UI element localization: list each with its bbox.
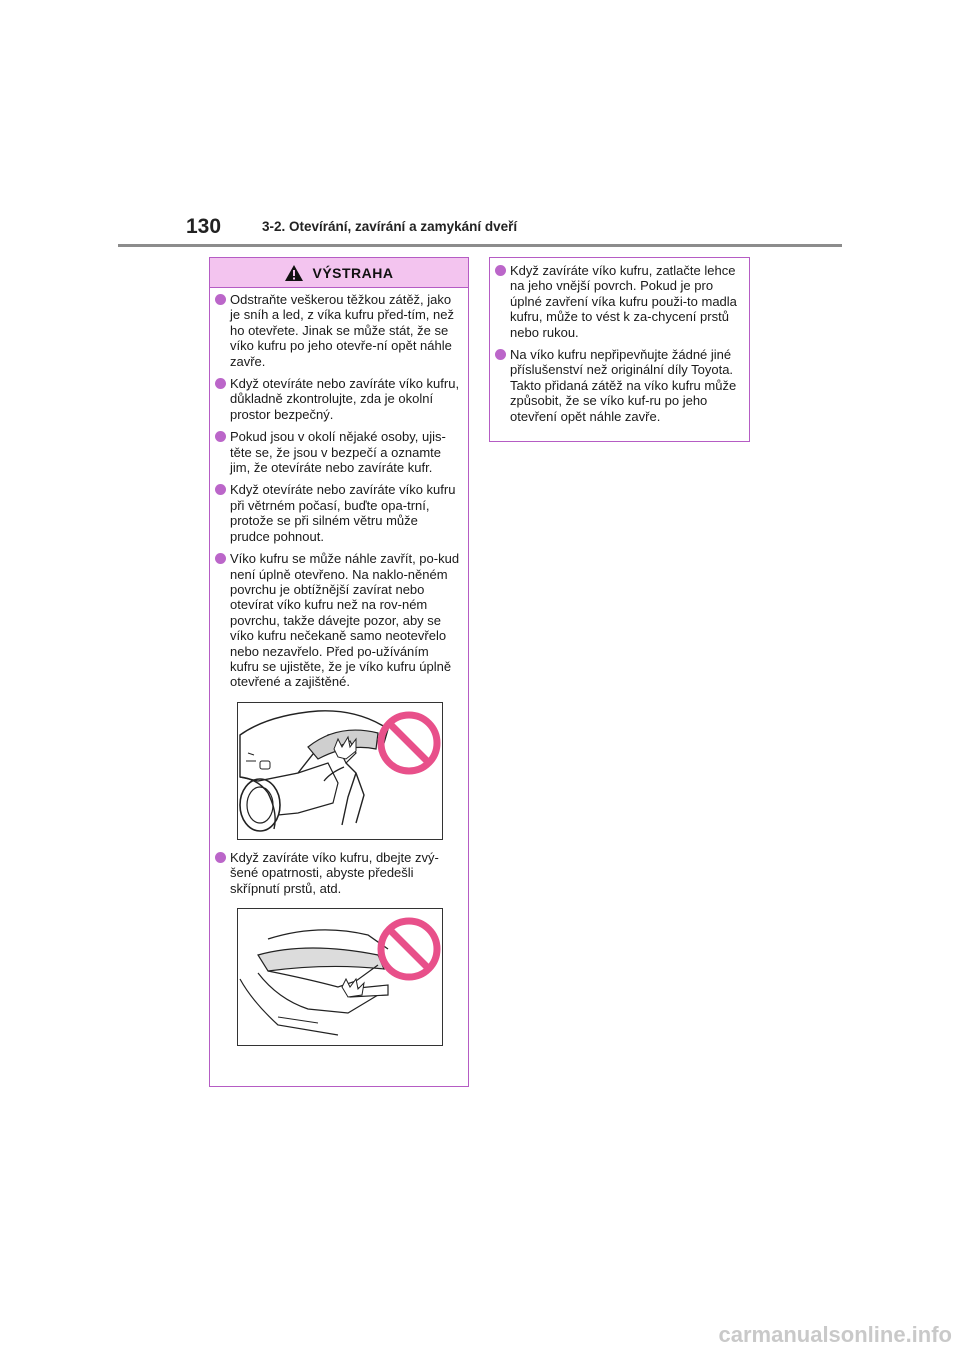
- page-number: 130: [186, 215, 222, 238]
- warning-box-right: [489, 257, 750, 442]
- warning-title: VÝSTRAHA: [312, 264, 394, 281]
- warning-item: Když zavíráte víko kufru, zatlačte lehce na jeho vnější povrch. Pokud je pro úplné zavření víka kufru použi-to madla kufru, může to vést k za-chycení prstů nebo rukou.: [493, 263, 741, 340]
- trunk-lid-pinching-illustration: [237, 908, 443, 1046]
- bullet-icon: [215, 852, 226, 863]
- warning-box-left: [209, 257, 469, 1087]
- warning-item: Pokud jsou v okolí nějaké osoby, ujis-těte se, že jsou v bezpečí a oznamte jim, že otevíráte nebo zavíráte kufr.: [213, 429, 460, 475]
- warning-item: Když otevíráte nebo zavíráte víko kufru, důkladně zkontrolujte, zda je okolní prostor bezpečný.: [213, 376, 460, 422]
- watermark: carmanualsonline.info: [718, 1322, 952, 1347]
- warning-item: Když otevíráte nebo zavíráte víko kufru při větrném počasí, buďte opa-trní, protože se při silném větru může prudce pohnout.: [213, 482, 460, 544]
- trunk-lid-falling-illustration: [237, 702, 443, 840]
- warning-item: Odstraňte veškerou těžkou zátěž, jako je sníh a led, z víka kufru před-tím, než ho otevřete. Jinak se může stát, že se víko kufru po jeho otevře-ní opět náhle zavře.: [213, 292, 460, 369]
- bullet-icon: [215, 294, 226, 305]
- warning-header: [210, 258, 468, 288]
- header-divider: [118, 244, 842, 247]
- warning-item: Víko kufru se může náhle zavřít, po-kud není úplně otevřeno. Na naklo-něném povrchu je obtížnější zavírat nebo otevírat víko kufru než na rov-ném povrchu, takže dávejte pozor, aby se víko kufru nečekaně samo neotevřelo nebo nezavřelo. Před po-užíváním kufru se ujistěte, že je víko kufru úplně otevřené a zajištěné.: [213, 551, 460, 690]
- prohibition-icon: [381, 715, 437, 771]
- bullet-icon: [215, 484, 226, 495]
- section-title: 3-2. Otevírání, zavírání a zamykání dveří: [262, 219, 518, 234]
- warning-triangle-icon: [284, 264, 304, 282]
- bullet-icon: [215, 553, 226, 564]
- bullet-icon: [215, 378, 226, 389]
- warning-item: Na víko kufru nepřipevňujte žádné jiné příslušenství než originální díly Toyota. Takto přidaná zátěž na víko kufru může způsobit, že se víko kuf-ru po jeho otevření opět náhle zavře.: [493, 347, 741, 424]
- bullet-icon: [495, 265, 506, 276]
- bullet-icon: [215, 431, 226, 442]
- warning-item: Když zavíráte víko kufru, dbejte zvý-šené opatrnosti, abyste předešli skřípnutí prstů, atd.: [213, 850, 460, 896]
- bullet-icon: [495, 349, 506, 360]
- prohibition-icon: [381, 921, 437, 977]
